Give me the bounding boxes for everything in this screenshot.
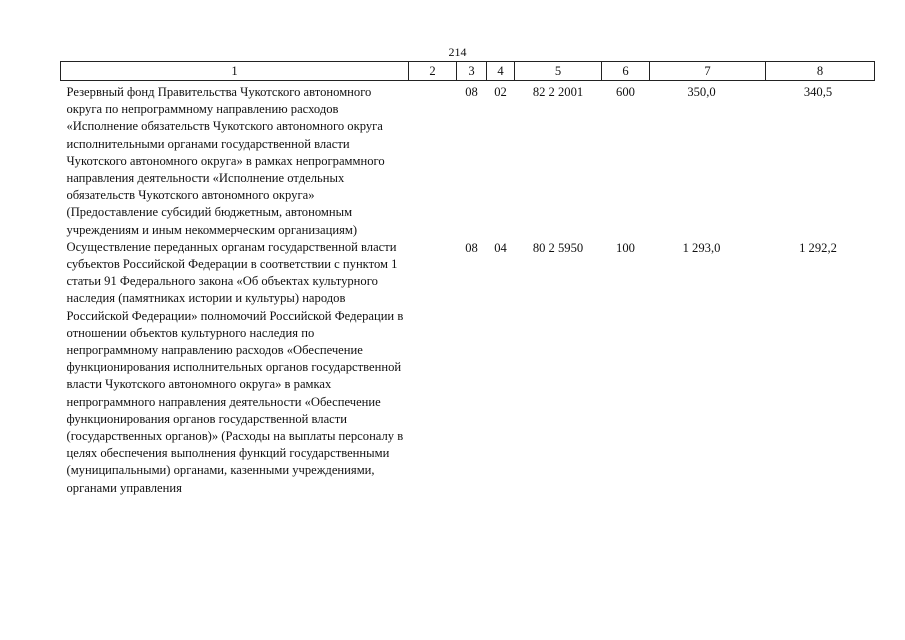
header-col-4: 4 [487, 62, 515, 81]
row-col-2 [409, 81, 457, 239]
header-col-5: 5 [515, 62, 602, 81]
row-amount-actual: 340,5 [803, 85, 833, 99]
header-col-7: 7 [650, 62, 766, 81]
header-col-1: 1 [61, 62, 409, 81]
row-amount-actual: 1 292,2 [799, 240, 837, 255]
row-col-2 [409, 239, 457, 497]
header-col-3: 3 [457, 62, 487, 81]
row-description: Осуществление переданных органам государственной власти субъектов Российской Федерации в соответствии с пунктом 1 статьи 91 Федерального закона «Об объектах культурного наследия (памятниках истории и культуры) народов Российской Федерации» полномочий Российской Федерации в отношении объектов культурного наследия по непрограммному направлению расходов «Обеспечение функционирования исполнительных органов государственной власти Чукотского автономного округа» в рамках непрограммного направления деятельности «Обеспечение функционирования органов государственной власти (государственных органов)» (Расходы на выплаты персоналу в целях обеспечения выполнения функций государственными (муниципальными) органами, казенными учреждениями, органами управления [66, 239, 404, 495]
table-header [61, 62, 875, 81]
row-expense-type: 100 [616, 240, 635, 255]
row-description: Резервный фонд Правительства Чукотского автономного округа по непрограммному направлению расходов «Исполнение обязательств Чукотского автономного округа исполнительными органами государственной власти Чукотского автономного округа» в рамках непрограммного направления деятельности «Исполнение отдельных обязательств Чукотского автономного округа» (Предоставление субсидий бюджетным, автономным учреждениям и иным некоммерческим организациям) [66, 85, 385, 237]
row-target-article: 80 2 5950 [532, 240, 584, 255]
row-section: 08 [465, 85, 478, 99]
header-col-6: 6 [602, 62, 650, 81]
header-col-8: 8 [766, 62, 875, 81]
row-amount-planned: 350,0 [687, 85, 716, 99]
row-target-article: 82 2 2001 [532, 85, 584, 99]
row-expense-type: 600 [616, 85, 635, 99]
row-section: 08 [465, 240, 478, 255]
table-row [61, 239, 875, 497]
row-amount-planned: 1 293,0 [682, 240, 721, 255]
header-col-2: 2 [409, 62, 457, 81]
page-number: 214 [448, 45, 467, 59]
row-subsection: 02 [494, 85, 507, 99]
table-row [61, 81, 875, 239]
row-subsection: 04 [494, 240, 507, 255]
header-row [61, 62, 875, 81]
table-body [61, 81, 875, 497]
budget-table [60, 61, 875, 497]
